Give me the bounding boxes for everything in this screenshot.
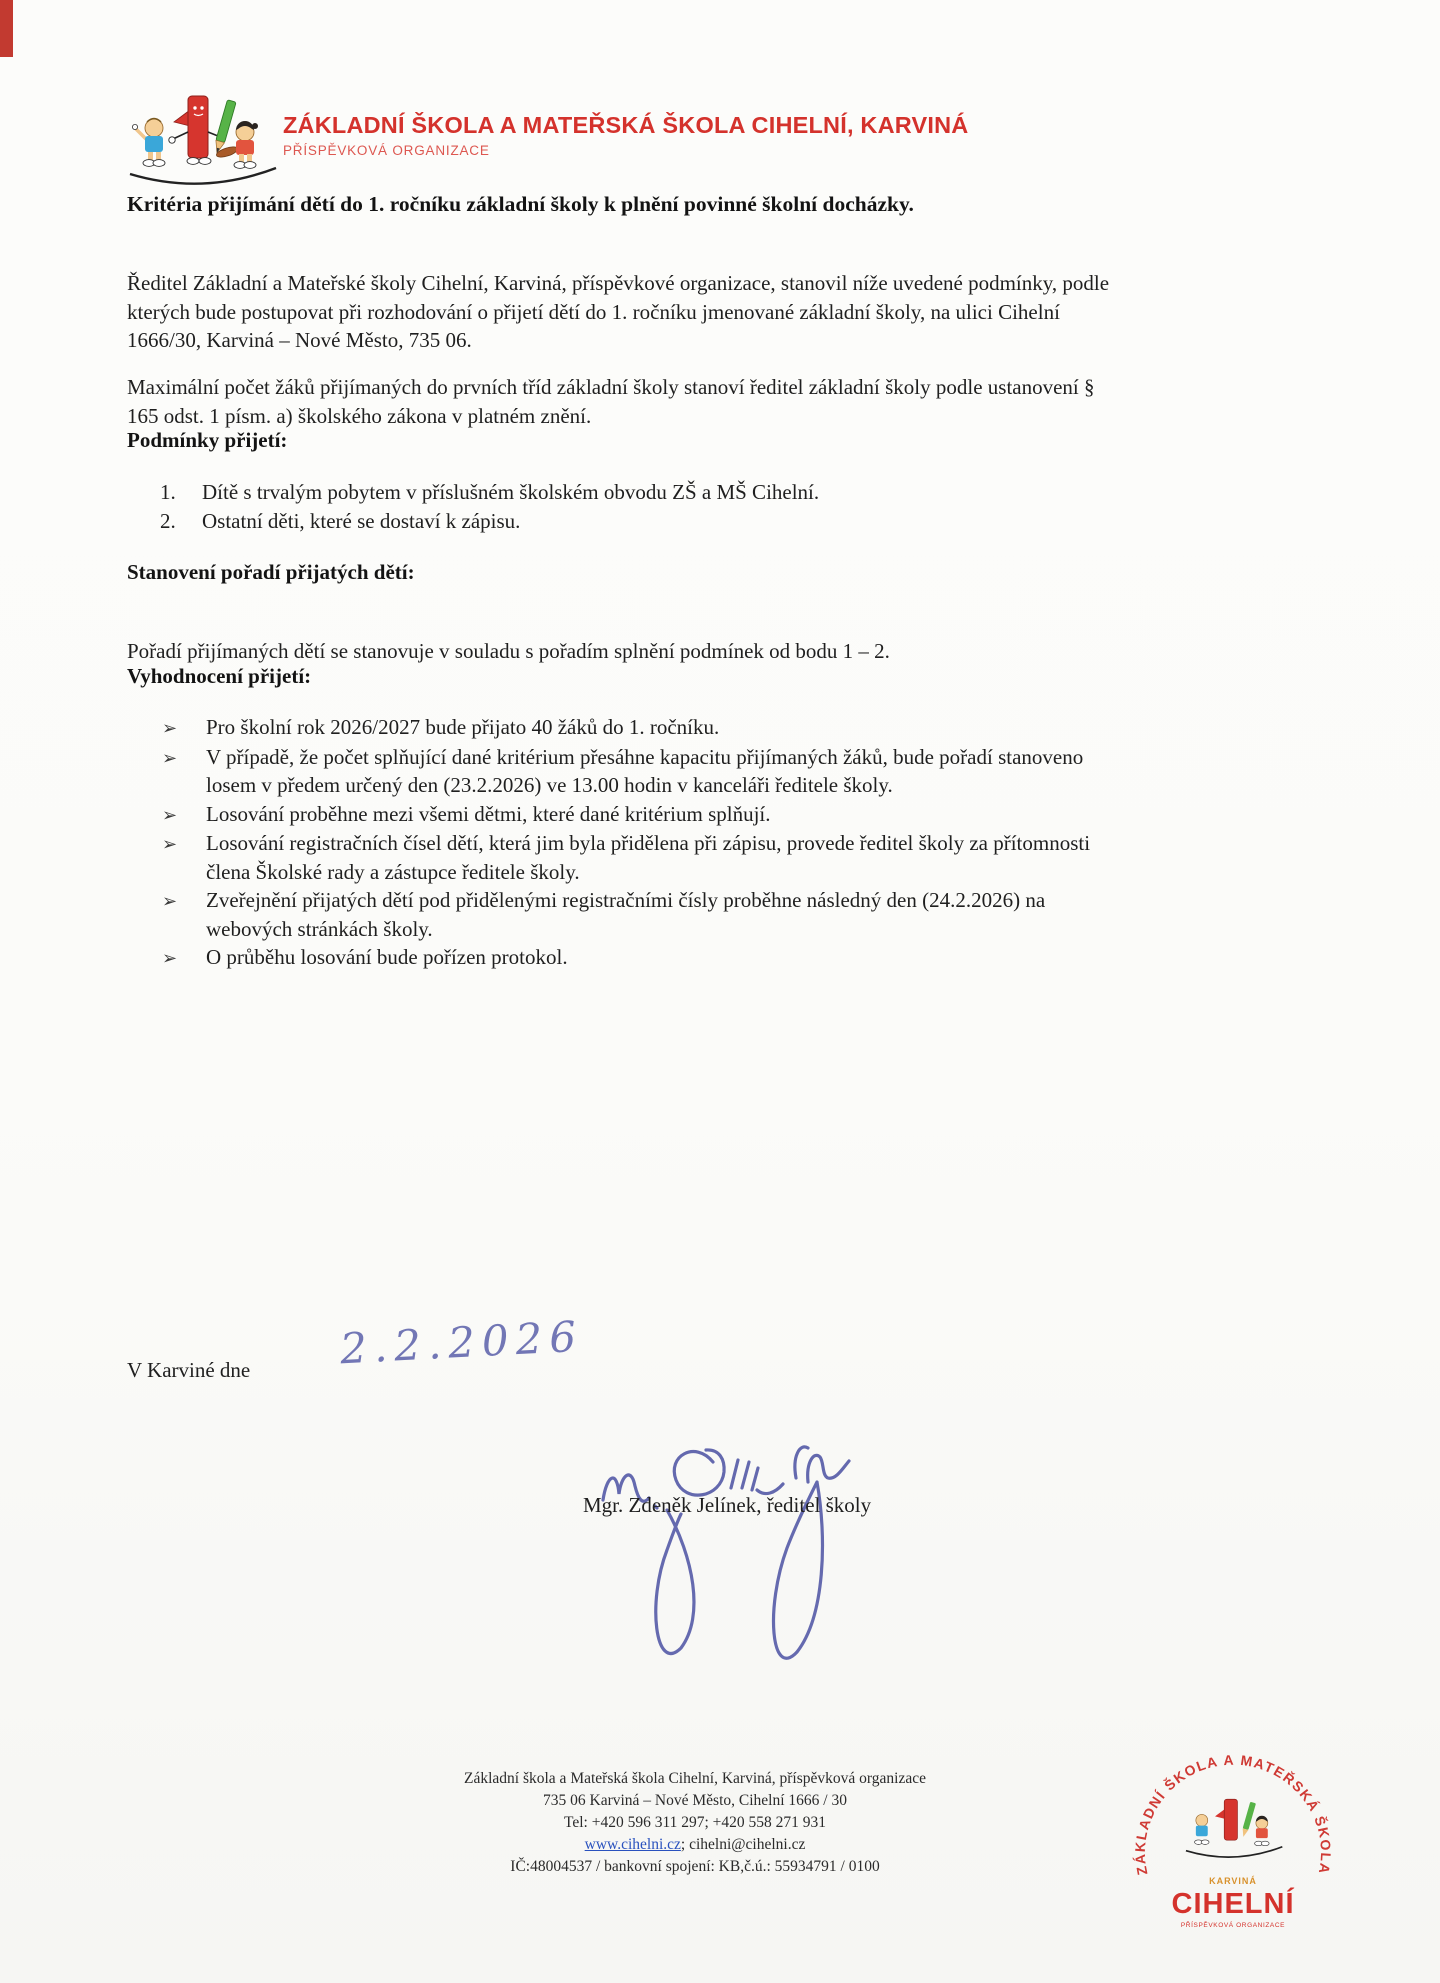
list-item: ➢ O průběhu losování bude pořízen protokol. [162, 943, 1128, 973]
footer-line-web [330, 1834, 1060, 1856]
intro-paragraph: Ředitel Základní a Mateřské školy Cihelní, Karviná, příspěvkové organizace, stanovil níže uvedené podmínky, podle kterých bude postupovat při rozhodování o přijetí dětí do 1. ročníku jmenované základní školy, na ulici Cihelní 1666/30, Karviná – Nové Město, 735 06. [127, 271, 1110, 352]
school-seal-logo [1126, 1732, 1342, 1976]
list-number: 1. [160, 480, 176, 504]
seal-name-text: CIHELNÍ [1171, 1888, 1295, 1920]
list-item: 2. Ostatní děti, které se dostaví k zápisu. [160, 507, 1130, 536]
signature-scribble [555, 1418, 895, 1668]
conditions-list [160, 478, 1130, 535]
arrow-bullet-icon: ➢ [162, 747, 178, 768]
list-item: ➢ Losování proběhne mezi všemi dětmi, které dané kritérium splňují. [162, 800, 1128, 830]
school-logo-mascot-icon [124, 82, 284, 192]
letterhead [283, 112, 968, 158]
seal-mascot-icon [1186, 1799, 1282, 1857]
logo-left-child [132, 119, 165, 167]
logo-pencil-icon [213, 100, 237, 154]
max-count-paragraph: Maximální počet žáků přijímaných do prvních tříd základní školy stanoví ředitel základní školy podle ustanovení § 165 odst. 1 písm. a) školského zákona v platném znění. [127, 375, 1095, 428]
seal-city-text: KARVINÁ [1209, 1876, 1257, 1886]
document-footer [330, 1768, 1060, 1878]
arrow-bullet-icon: ➢ [162, 834, 178, 854]
footer-line-bank: IČ:48004537 / bankovní spojení: KB,č.ú.: 55934791 / 0100 [510, 1858, 880, 1875]
list-number: 2. [160, 508, 176, 533]
list-item: 1. Dítě s trvalým pobytem v příslušném školském obvodu ZŠ a MŠ Cihelní. [160, 478, 1130, 507]
handwritten-date: 2.2.2026 [338, 1311, 585, 1374]
place-and-date-label: V Karviné dne [127, 1358, 251, 1382]
signer-name: Mgr. Zdeněk Jelínek, ředitel školy [583, 1493, 872, 1517]
footer-line-org: Základní škola a Mateřská škola Cihelní, Karviná, příspěvková organizace [464, 1770, 926, 1787]
arrow-bullet-icon: ➢ [162, 948, 178, 968]
conditions-heading: Podmínky přijetí: [127, 428, 288, 452]
order-heading: Stanovení pořadí přijatých dětí: [127, 560, 415, 584]
logo-right-child [234, 121, 258, 168]
evaluation-heading: Vyhodnocení přijetí: [127, 664, 312, 688]
organization-name: ZÁKLADNÍ ŠKOLA A MATEŘSKÁ ŠKOLA CIHELNÍ, KARVINÁ [283, 112, 969, 138]
organization-subtitle: PŘÍSPĚVKOVÁ ORGANIZACE [283, 143, 490, 158]
list-item: ➢ Losování registračních čísel dětí, která jim byla přidělena při zápisu, provede ředitel školy za přítomnosti člena Školské rady a zástupce ředitele školy. [162, 829, 1128, 886]
arrow-bullet-icon: ➢ [162, 891, 178, 911]
seal-arc-text: ZÁKLADNÍ ŠKOLA A MATEŘSKÁ ŠKOLA [1131, 1751, 1335, 1877]
document-title: Kritéria přijímání dětí do 1. ročníku základní školy k plnění povinné školní docházky. [127, 192, 914, 216]
logo-ground-arc [130, 168, 276, 184]
seal-subtitle-text: PŘÍSPĚVKOVÁ ORGANIZACE [1180, 1922, 1286, 1929]
list-item: ➢ Pro školní rok 2026/2027 bude přijato 40 žáků do 1. ročníku. [162, 713, 1128, 743]
footer-line-phone: Tel: +420 596 311 297; +420 558 271 931 [563, 1814, 827, 1831]
list-item: ➢ Zveřejnění přijatých dětí pod přidělenými registračními čísly proběhne následný den (24.2.2026) na webových stránkách školy. [162, 886, 1128, 943]
list-item: ➢ V případě, že počet splňující dané kritérium přesáhne kapacitu přijímaných žáků, bude pořadí stanoveno losem v předem určený den (23.2.2026) ve 13.00 hodin v kanceláři ředitele školy. [162, 743, 1128, 800]
arrow-bullet-icon: ➢ [162, 718, 178, 738]
footer-line-address: 735 06 Karviná – Nové Město, Cihelní 1666 / 30 [543, 1792, 847, 1809]
evaluation-list [162, 713, 1128, 973]
scan-artifact-red-strip [0, 0, 13, 57]
arrow-bullet-icon: ➢ [162, 804, 178, 825]
link-separator: ; [680, 1836, 690, 1853]
email-address: cihelni@cihelni.cz [689, 1836, 806, 1853]
order-paragraph: Pořadí přijímaných dětí se stanovuje v souladu s pořadím splnění podmínek od bodu 1 – 2. [127, 639, 890, 663]
logo-number-one-character [169, 96, 223, 164]
website-link: www.cihelni.cz [584, 1836, 681, 1853]
